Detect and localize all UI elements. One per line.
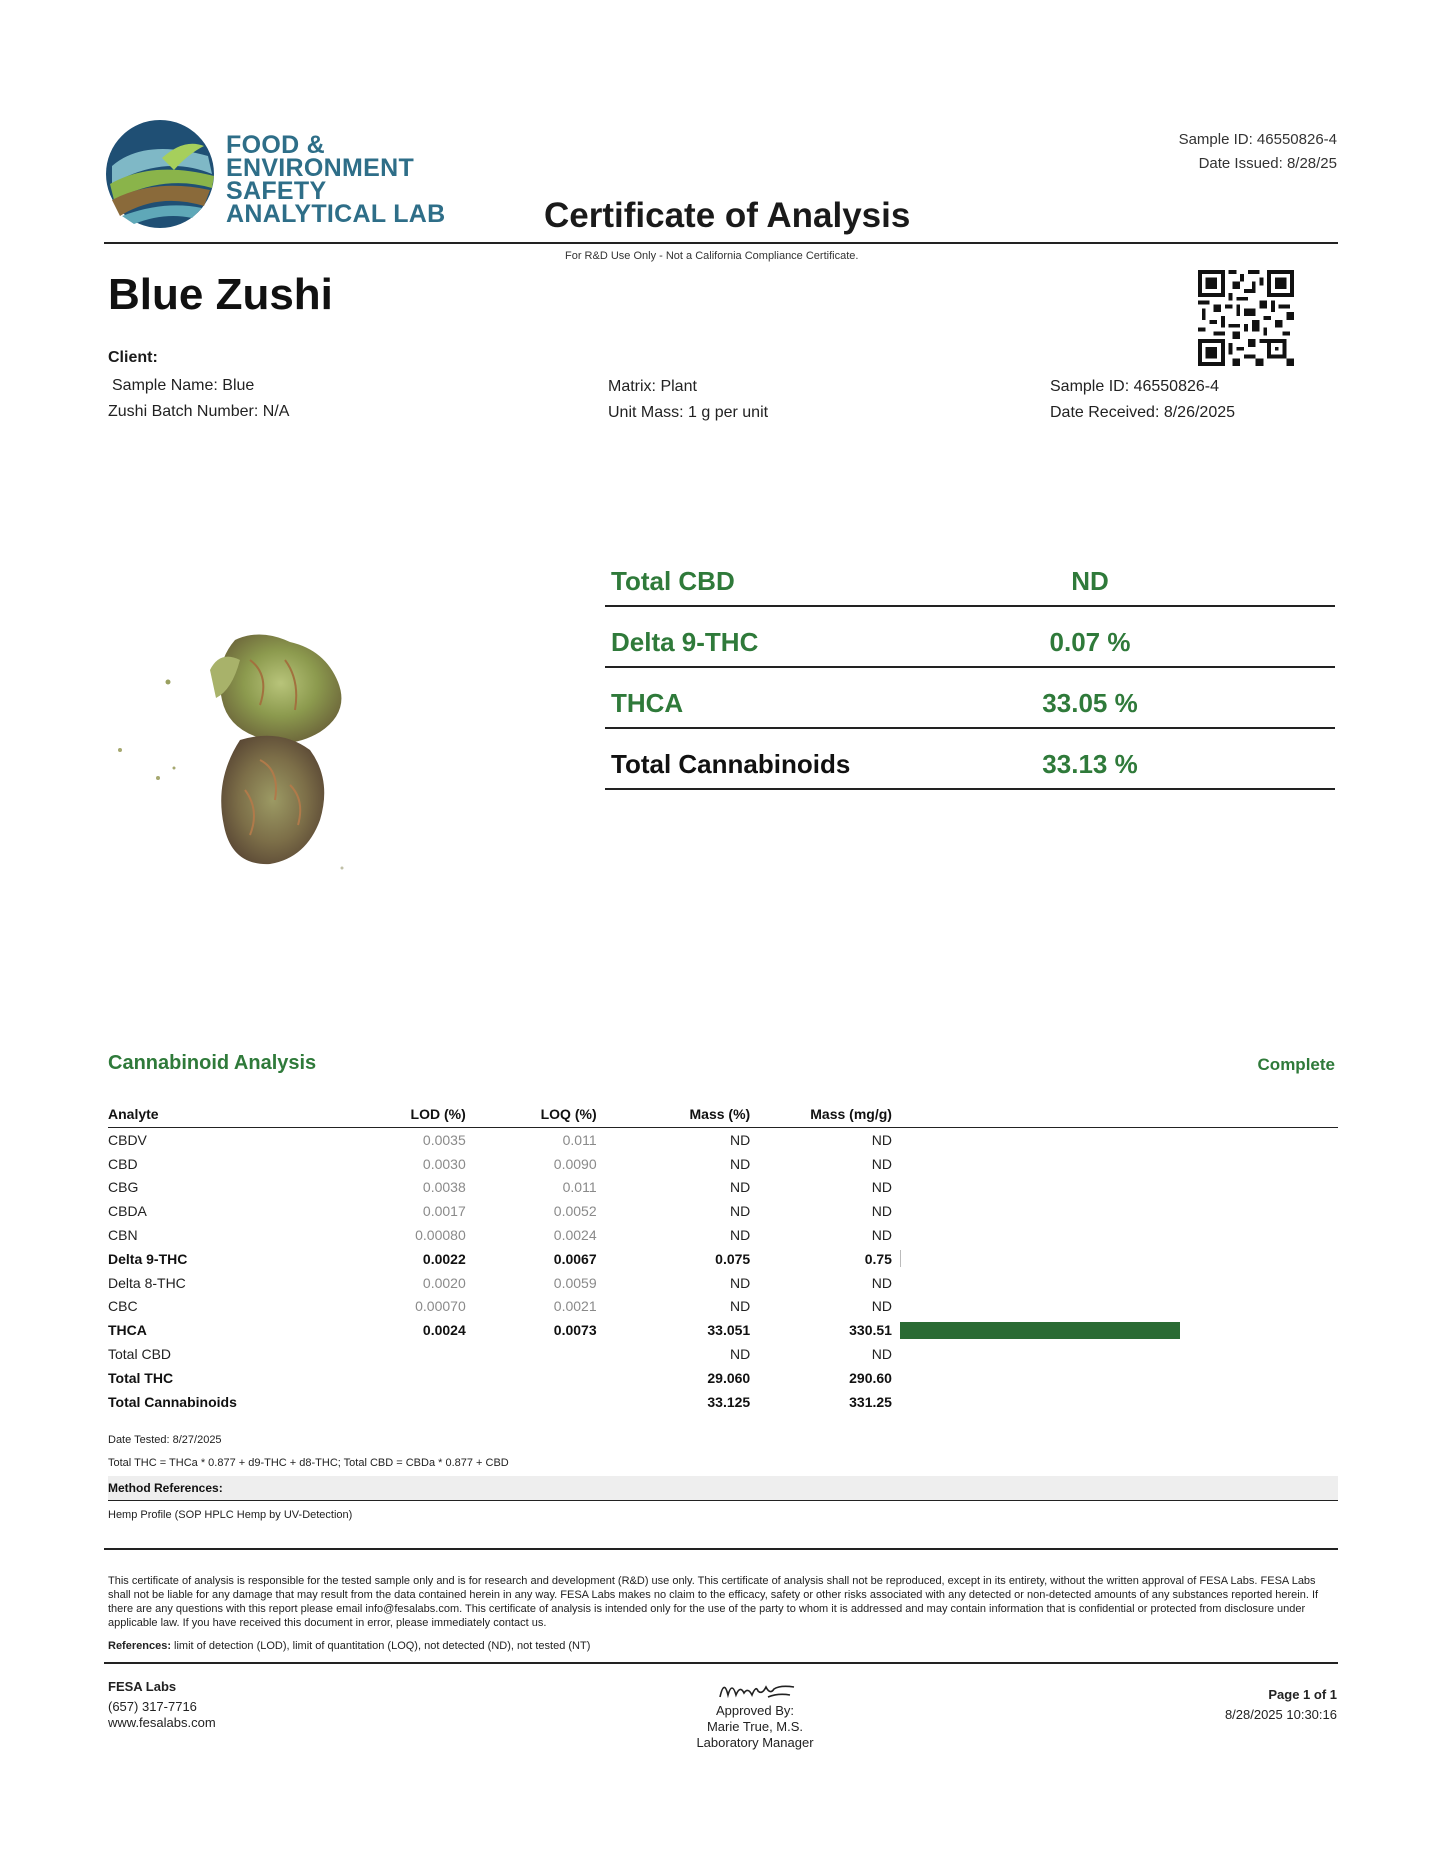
summary-row-total-cannabinoids <box>605 728 1335 790</box>
table-body <box>108 1128 1338 1414</box>
mass-mg-cell: ND <box>871 1203 892 1220</box>
mass-mg-cell: ND <box>871 1179 892 1196</box>
footer-page-info <box>1225 1687 1337 1723</box>
loq-cell: 0.011 <box>562 1131 597 1148</box>
mass-pct-cell: ND <box>729 1155 751 1172</box>
mass-mg-cell: ND <box>871 1131 892 1148</box>
bar-cell <box>892 1176 1338 1200</box>
summary-value: 33.05 % <box>1042 688 1138 718</box>
summary-value: 33.13 % <box>1042 749 1138 779</box>
mass-pct-cell: 33.051 <box>707 1322 751 1339</box>
table-header-row <box>108 1104 1338 1128</box>
analyte-cell: Total Cannabinoids <box>108 1393 237 1410</box>
loq-cell <box>466 1342 597 1366</box>
references-label: References: <box>108 1640 171 1652</box>
lod-cell: 0.0020 <box>422 1274 466 1291</box>
mass-pct-cell: ND <box>729 1131 751 1148</box>
col-bar <box>892 1104 1338 1128</box>
lod-cell: 0.0038 <box>422 1179 466 1196</box>
lod-cell: 0.0022 <box>422 1250 466 1267</box>
summary-row-delta9-thc <box>605 606 1335 668</box>
mass-mg-cell: ND <box>871 1274 892 1291</box>
lod-cell: 0.00070 <box>415 1298 466 1315</box>
client-label: Client: <box>108 349 158 366</box>
bar-cell <box>892 1342 1338 1366</box>
mass-mg-cell: 0.75 <box>864 1250 892 1267</box>
table-row <box>108 1128 1338 1152</box>
sample-id: Sample ID: 46550826-4 <box>1050 378 1219 395</box>
lab-name-line-2: ENVIRONMENT <box>226 154 415 182</box>
mass-mg-cell: ND <box>871 1298 892 1315</box>
summary-row-thca <box>605 667 1335 729</box>
batch-number: Zushi Batch Number: N/A <box>108 403 290 420</box>
lod-cell: 0.0030 <box>422 1155 466 1172</box>
mass-pct-cell: ND <box>729 1179 751 1196</box>
mass-bar <box>900 1250 901 1267</box>
matrix: Matrix: Plant <box>608 378 697 395</box>
product-photo <box>110 620 430 950</box>
header-meta <box>1179 128 1337 176</box>
mass-bar <box>900 1322 1180 1339</box>
signature-icon <box>718 1675 798 1705</box>
col-lod: LOD (%) <box>347 1104 466 1128</box>
footer-phone: (657) 317-7716 <box>108 1699 197 1714</box>
summary-value: 0.07 % <box>1049 627 1131 657</box>
method-references-header <box>108 1476 1338 1501</box>
mass-mg-cell: ND <box>871 1227 892 1244</box>
references <box>108 1640 590 1652</box>
mass-mg-cell: ND <box>871 1155 892 1172</box>
table-row <box>108 1342 1338 1366</box>
analyte-cell: CBD <box>108 1155 138 1172</box>
product-name: Blue Zushi <box>108 270 333 319</box>
disclaimer-divider <box>104 1548 1338 1550</box>
method-label: Method References: <box>108 1481 223 1495</box>
col-mass-mg: Mass (mg/g) <box>750 1104 892 1128</box>
method-text: Hemp Profile (SOP HPLC Hemp by UV-Detection) <box>108 1509 353 1521</box>
mass-pct-cell: ND <box>729 1227 751 1244</box>
lab-name-line-3: SAFETY <box>226 177 327 205</box>
lod-cell <box>347 1366 466 1390</box>
summary-value: ND <box>1071 566 1109 596</box>
lod-cell: 0.0035 <box>422 1131 466 1148</box>
mass-mg-cell: 331.25 <box>849 1393 892 1410</box>
date-received: Date Received: 8/26/2025 <box>1050 404 1236 421</box>
col-loq: LOQ (%) <box>466 1104 597 1128</box>
col-analyte: Analyte <box>108 1104 347 1128</box>
summary-row-total-cbd <box>605 545 1335 607</box>
mass-pct-cell: ND <box>729 1346 751 1363</box>
lab-name-line-4: ANALYTICAL LAB <box>226 200 446 228</box>
rd-use-note: For R&D Use Only - Not a California Compliance Certificate. <box>565 250 859 262</box>
mass-pct-cell: 33.125 <box>707 1393 751 1410</box>
loq-cell <box>466 1366 597 1390</box>
sample-info-middle <box>608 374 768 426</box>
page-number: Page 1 of 1 <box>1268 1687 1337 1702</box>
document-title: Certificate of Analysis <box>544 196 911 235</box>
mass-mg-cell: ND <box>871 1346 892 1363</box>
lod-cell: 0.00080 <box>415 1227 466 1244</box>
bar-cell <box>892 1128 1338 1152</box>
analyte-cell: THCA <box>108 1322 147 1339</box>
loq-cell: 0.011 <box>562 1179 597 1196</box>
lod-cell <box>347 1390 466 1414</box>
table-row <box>108 1247 1338 1271</box>
analyte-cell: Total THC <box>108 1369 174 1386</box>
table-row <box>108 1390 1338 1414</box>
qr-code-icon[interactable] <box>1198 270 1294 366</box>
loq-cell <box>466 1390 597 1414</box>
table-row <box>108 1152 1338 1176</box>
mass-pct-cell: 29.060 <box>707 1369 751 1386</box>
table-row <box>108 1318 1338 1342</box>
date-tested: Date Tested: 8/27/2025 <box>108 1434 222 1446</box>
table-row <box>108 1295 1338 1319</box>
analyte-cell: Delta 8-THC <box>108 1274 186 1291</box>
table-row <box>108 1199 1338 1223</box>
footer-lab-name: FESA Labs <box>108 1679 177 1694</box>
unit-mass: Unit Mass: 1 g per unit <box>608 404 769 421</box>
mass-mg-cell: 330.51 <box>849 1322 892 1339</box>
analyte-cell: Total CBD <box>108 1346 172 1363</box>
analyte-cell: CBDA <box>108 1203 147 1220</box>
header-sample-id: Sample ID: 46550826-4 <box>1178 131 1337 148</box>
lab-name-line-1: FOOD & <box>226 131 326 159</box>
bar-cell <box>892 1390 1338 1414</box>
bar-cell <box>892 1318 1338 1342</box>
lod-cell: 0.0017 <box>422 1203 466 1220</box>
loq-cell: 0.0059 <box>553 1274 597 1291</box>
bar-cell <box>892 1247 1338 1271</box>
section-title: Cannabinoid Analysis <box>108 1052 317 1074</box>
approval-block <box>655 1703 855 1751</box>
approver-title: Laboratory Manager <box>696 1735 814 1750</box>
mass-mg-cell: 290.60 <box>849 1369 892 1386</box>
summary-label: Delta 9-THC <box>611 627 759 657</box>
analyte-cell: CBC <box>108 1298 138 1315</box>
lab-logo <box>104 118 446 240</box>
bar-cell <box>892 1366 1338 1390</box>
analyte-cell: Delta 9-THC <box>108 1250 188 1267</box>
footer-divider <box>104 1662 1338 1664</box>
footer-lab-contact <box>108 1679 216 1731</box>
disclaimer: This certificate of analysis is responsible for the tested sample only and is for research and development (R&D) use only. This certificate of analysis shall not be reproduced, except in its entirety, without the written approval of FESA Labs. FESA Labs shall not be liable for any damage that may result from the data contained herein in any way. FESA Labs makes no claim to the efficacy, safety or other risks associated with any detected or non-detected amounts of any substances reported herein. If there are any questions with this report please email info@fesalabs.com. This certificate of analysis is intended only for the use of the party to whom it is addressed and may contain information that is confidential or protected from disclosure under applicable law. If you have received this document in error, please immediately contact us. <box>108 1575 1319 1629</box>
header-divider <box>104 242 1338 244</box>
bar-cell <box>892 1271 1338 1295</box>
analyte-cell: CBN <box>108 1227 138 1244</box>
table-row <box>108 1176 1338 1200</box>
bar-cell <box>892 1152 1338 1176</box>
lod-cell <box>347 1342 466 1366</box>
mass-pct-cell: ND <box>729 1274 751 1291</box>
mass-pct-cell: 0.075 <box>715 1250 751 1267</box>
summary-label: Total CBD <box>611 566 735 596</box>
mass-pct-cell: ND <box>729 1298 751 1315</box>
table-row <box>108 1271 1338 1295</box>
table-row <box>108 1223 1338 1247</box>
bar-cell <box>892 1295 1338 1319</box>
report-timestamp: 8/28/2025 10:30:16 <box>1224 1707 1337 1722</box>
col-mass-pct: Mass (%) <box>597 1104 751 1128</box>
approver-name: Marie True, M.S. <box>706 1719 804 1734</box>
sample-info-left <box>108 373 290 425</box>
footer-website[interactable]: www.fesalabs.com <box>108 1715 216 1730</box>
summary-label: Total Cannabinoids <box>611 749 851 779</box>
total-formula: Total THC = THCa * 0.877 + d9-THC + d8-THC; Total CBD = CBDa * 0.877 + CBD <box>108 1457 509 1469</box>
header-date-issued: Date Issued: 8/28/25 <box>1198 155 1337 172</box>
approved-by-label: Approved By: <box>715 1703 795 1718</box>
bar-cell <box>892 1199 1338 1223</box>
sample-info-right <box>1050 374 1235 426</box>
cannabinoid-table <box>108 1104 1338 1414</box>
sample-name: Sample Name: Blue <box>112 377 255 394</box>
analyte-cell: CBDV <box>108 1131 147 1148</box>
logo-emblem-icon <box>104 118 219 230</box>
loq-cell: 0.0021 <box>553 1298 597 1315</box>
lab-name <box>226 131 446 228</box>
status-badge: Complete <box>1257 1055 1335 1074</box>
loq-cell: 0.0024 <box>553 1227 597 1244</box>
bar-cell <box>892 1223 1338 1247</box>
lod-cell: 0.0024 <box>422 1322 466 1339</box>
loq-cell: 0.0067 <box>553 1250 597 1267</box>
loq-cell: 0.0090 <box>553 1155 597 1172</box>
loq-cell: 0.0052 <box>553 1203 597 1220</box>
loq-cell: 0.0073 <box>553 1322 597 1339</box>
mass-pct-cell: ND <box>729 1203 751 1220</box>
table-row <box>108 1366 1338 1390</box>
analyte-cell: CBG <box>108 1179 139 1196</box>
summary-label: THCA <box>611 688 684 718</box>
references-text: limit of detection (LOD), limit of quantitation (LOQ), not detected (ND), not tested (NT) <box>174 1640 591 1652</box>
